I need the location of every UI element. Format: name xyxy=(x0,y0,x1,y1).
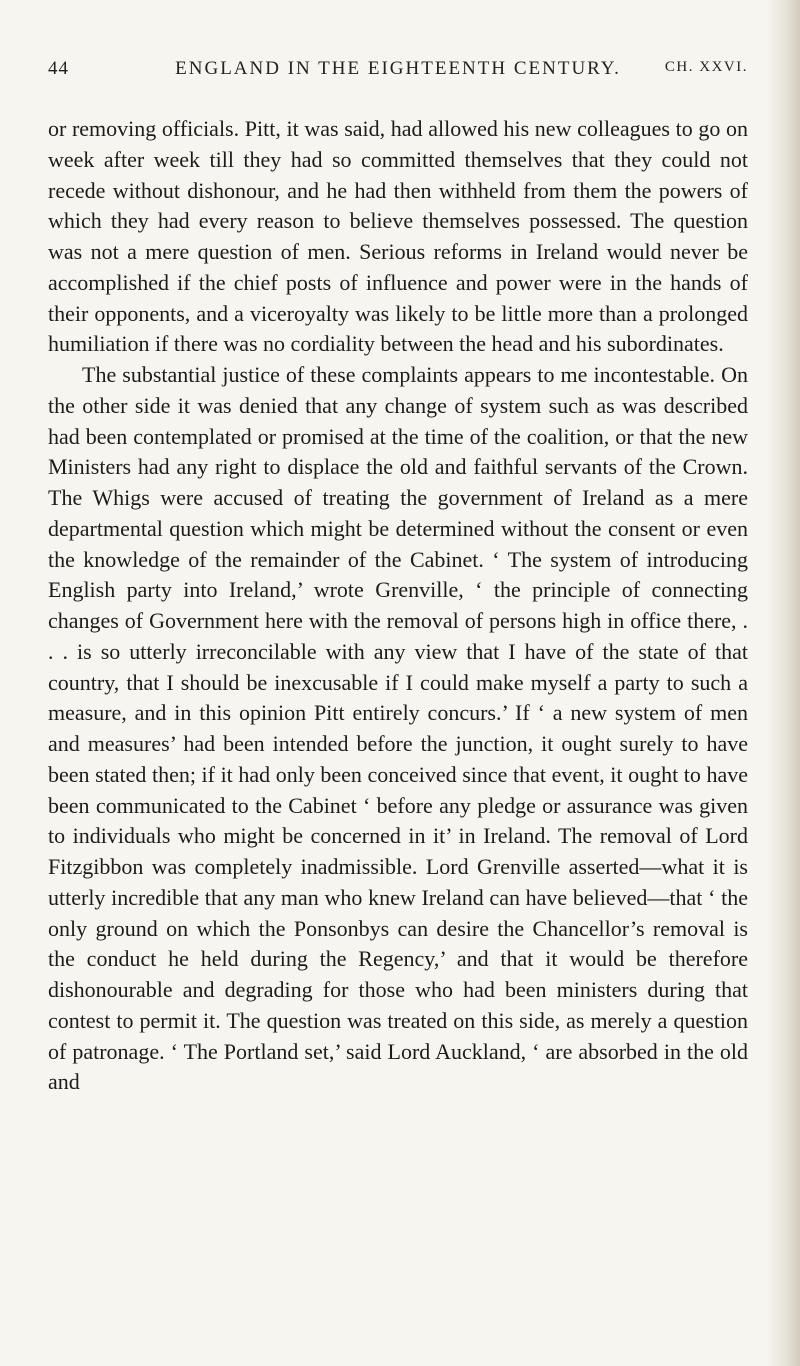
running-head: ENGLAND IN THE EIGHTEENTH CENTURY. xyxy=(175,58,621,79)
chapter-reference: CH. XXVI. xyxy=(664,59,748,75)
body-text xyxy=(48,114,748,1098)
page-header xyxy=(48,58,748,90)
page-number: 44 xyxy=(48,58,69,79)
page-edge-shadow xyxy=(766,0,800,1366)
paragraph: or removing officials. Pitt, it was said, had allowed his new colleagues to go on week after week till they had so committed themselves that they could not recede without dishonour, and he had then withheld from them the powers of which they had every reason to believe themselves possessed. The question was not a mere question of men. Serious reforms in Ireland would never be accomplished if the chief posts of influence and power were in the hands of their opponents, and a viceroyalty was likely to be little more than a prolonged humiliation if there was no cordiality between the head and his subordinates. xyxy=(48,116,748,357)
paragraph: The substantial justice of these complaints appears to me incontestable. On the other side it was denied that any change of system such as was described had been contemplated or promised at the time of the coalition, or that the new Ministers had any right to displace the old and faithful servants of the Crown. The Whigs were accused of treating the government of Ireland as a mere departmental question which might be determined without the consent or even the knowledge of the remainder of the Cabinet. ‘ The system of introducing English party into Ireland,’ wrote Grenville, ‘ the principle of connecting changes of Government here with the removal of persons high in office there, . . . is so utterly irreconcilable with any view that I have of the state of that country, that I should be inexcusable if I could make myself a party to such a measure, and in this opinion Pitt entirely concurs.’ If ‘ a new system of men and measures’ had been intended before the junction, it ought surely to have been stated then; if it had only been conceived since that event, it ought to have been communicated to the Cabinet ‘ before any pledge or assurance was given to individuals who might be concerned in it’ in Ireland. The removal of Lord Fitzgibbon was completely inadmissible. Lord Grenville asserted—what it is utterly incredible that any man who knew Ireland can have believed—that ‘ the only ground on which the Ponsonbys can desire the Chancellor’s removal is the conduct he held during the Regency,’ and that it would be therefore dishonourable and degrading for those who had been ministers during that contest to permit it. The question was treated on this side, as merely a question of patronage. ‘ The Portland set,’ said Lord Auckland, ‘ are absorbed in the old and xyxy=(48,362,748,1095)
